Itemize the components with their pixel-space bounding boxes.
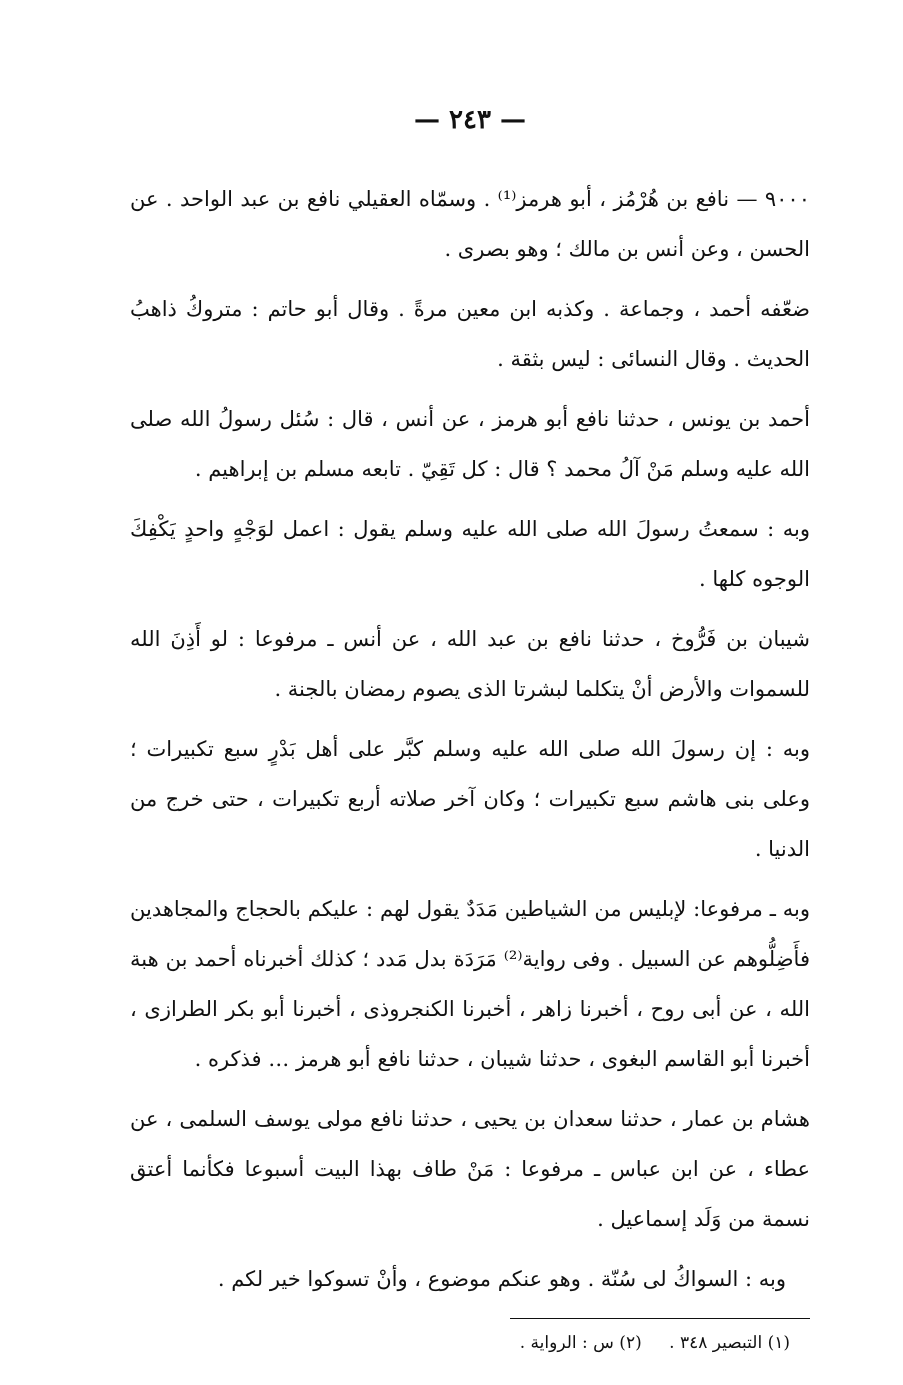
entry-paragraph: ٩٠٠٠ — نافع بن هُرْمُز ، أبو هرمز⁽¹⁾ . وسمّاه العقيلي نافع بن عبد الواحد . عن الحسن ، وعن أنس بن مالك ؛ وهو بصرى . [130, 187, 810, 261]
footnotes [130, 1325, 810, 1361]
body-paragraph: هشام بن عمار ، حدثنا سعدان بن يحيى ، حدثنا نافع مولى يوسف السلمى ، عن عطاء ، عن ابن عباس ـ مرفوعا : مَنْ طاف بهذا البيت أسبوعا فكأنما أعتق نسمة من وَلَد إسماعيل . [130, 1107, 810, 1231]
footnote-1: (١) التبصير ٣٤٨ . [669, 1333, 790, 1353]
body-paragraph: وبه : إن رسولَ الله صلى الله عليه وسلم كبَّر على أهل بَدْرٍ سبع تكبيرات ؛ وعلى بنى هاشم سبع تكبيرات ؛ وكان آخر صلاته أربع تكبيرات ، حتى خرج من الدنيا . [130, 737, 810, 861]
body-paragraph: أحمد بن يونس ، حدثنا نافع أبو هرمز ، عن أنس ، قال : سُئل رسولُ الله صلى الله عليه وسلم مَنْ آلُ محمد ؟ قال : كل تَقِيّ . تابعه مسلم بن إبراهيم . [130, 407, 810, 481]
body-paragraph: وبه ـ مرفوعا: لإبليس من الشياطين مَدَدٌ يقول لهم : عليكم بالحجاج والمجاهدين فأَضِلُّوهم عن السبيل . وفى رواية⁽²⁾ مَرَدَة بدل مَدد ؛ كذلك أخبرناه أحمد بن هبة الله ، عن أبى روح ، أخبرنا زاهر ، أخبرنا الكنجروذى ، أخبرنا أبو بكر الطرازى ، أخبرنا أبو القاسم البغوى ، حدثنا شيبان ، حدثنا نافع أبو هرمز … فذكره . [130, 897, 810, 1071]
body-paragraph: ضعّفه أحمد ، وجماعة . وكذبه ابن معين مرةً . وقال أبو حاتم : متروكُ ذاهبُ الحديث . وقال النسائى : ليس بثقة . [130, 297, 810, 371]
footnote-divider [510, 1318, 810, 1319]
footnote-2: (٢) س : الرواية . [519, 1333, 642, 1353]
body-paragraph: وبه : السواكُ لى سُنّة . وهو عنكم موضوع ، وأنْ تسوكوا خير لكم . [217, 1267, 786, 1291]
page-number: — ٢٤٣ — [413, 105, 527, 135]
body-paragraph: وبه : سمعتُ رسولَ الله صلى الله عليه وسلم يقول : اعمل لوَجْهٍ واحدٍ يَكْفِكَ الوجوه كلها . [130, 517, 810, 591]
body-paragraph: شيبان بن فَرُّوخ ، حدثنا نافع بن عبد الله ، عن أنس ـ مرفوعا : لو أَذِنَ الله للسموات والأرض أنْ يتكلما لبشرتا الذى يصوم رمضان بالجنة . [130, 627, 810, 701]
book-page [130, 100, 810, 1353]
